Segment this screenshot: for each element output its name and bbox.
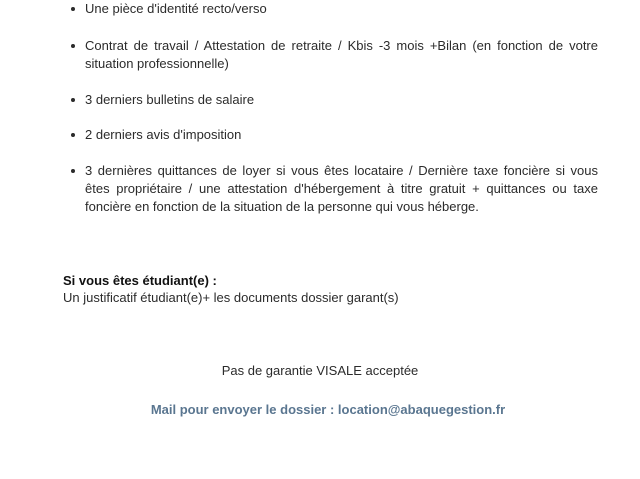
- list-item: [70, 91, 598, 109]
- list-item: [70, 126, 598, 144]
- list-item-text: 3 derniers bulletins de salaire: [85, 92, 255, 107]
- list-item-text: 3 dernières quittances de loyer si vous êtes locataire / Dernière taxe foncière si vous êtes propriétaire / une attestation d'hébergement à titre gratuit + quittances ou taxe foncière en fonction de la situation de la personne qui vous héberge.: [85, 163, 598, 214]
- student-section-title: Si vous êtes étudiant(e) :: [63, 273, 217, 288]
- list-item-text: 2 derniers avis d'imposition: [85, 127, 242, 142]
- student-section-text: Un justificatif étudiant(e)+ les documents dossier garant(s): [63, 290, 399, 305]
- list-item-text: Contrat de travail / Attestation de retraite / Kbis -3 mois +Bilan (en fonction de votre situation professionnelle): [85, 38, 598, 71]
- bullet-icon: [71, 169, 75, 173]
- list-item: [70, 0, 598, 18]
- mail-contact-line[interactable]: Mail pour envoyer le dossier : location@abaquegestion.fr: [150, 402, 506, 417]
- bullet-icon: [71, 98, 75, 102]
- bullet-icon: [71, 133, 75, 137]
- bullet-icon: [71, 44, 75, 48]
- list-item: [70, 162, 598, 216]
- list-item-text: Une pièce d'identité recto/verso: [85, 1, 267, 16]
- bullet-icon: [71, 7, 75, 11]
- visale-notice: Pas de garantie VISALE acceptée: [221, 363, 419, 378]
- list-item: [70, 37, 598, 73]
